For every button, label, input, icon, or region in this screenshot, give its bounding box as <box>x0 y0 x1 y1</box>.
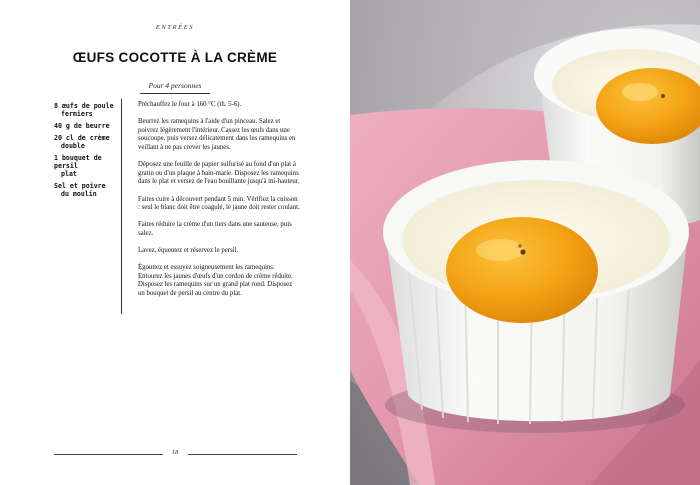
step-paragraph: Lavez, équeutez et réservez le persil. <box>138 247 239 255</box>
servings-label: Pour 4 personnes <box>148 81 202 90</box>
ingredient-line-cont: du moulin <box>61 190 97 198</box>
ingredient-line: Sel et poivre <box>54 182 106 190</box>
ingredient-line-cont: double <box>61 142 85 150</box>
ingredient-line-cont: plat <box>61 170 77 178</box>
recipe-title: ŒUFS COCOTTE À LA CRÈME <box>72 50 278 65</box>
footer-rule-right <box>188 454 297 455</box>
ingredient-line-cont: fermiers <box>61 110 93 118</box>
front-ramekin <box>383 160 689 433</box>
method-steps <box>138 101 300 307</box>
ingredient-item <box>54 134 118 150</box>
step-paragraph: Égouttez et essuyez soigneusement les ramequins. Entourez les jaunes d'œufs d'un cordon de crème réduite. Disposez les ramequins sur un grand plat rond. Disposez un bouquet de persil au centre du plat. <box>138 264 293 298</box>
page-number: 18 <box>171 449 179 456</box>
footer-rule-left <box>54 454 163 455</box>
eggs-cocotte-photo <box>350 0 700 485</box>
step-paragraph: Faites réduire la crème d'un tiers dans une sauteuse, puis salez. <box>138 221 292 237</box>
step-paragraph: Déposez une feuille de papier sulfurisé au fond d'un plat à gratin ou d'un plaque à bain-marie. Disposez les ramequins dans le plat et versez de l'eau bouillante jusqu'à mi-hauteur. <box>138 161 300 186</box>
step-paragraph: Faites cuire à découvert pendant 5 min. Vérifiez la cuisson : seul le blanc doit être coagulé, le jaune doit rester coulant. <box>138 195 300 212</box>
ingredient-line: 8 œufs de poule <box>54 102 114 110</box>
servings-divider <box>140 93 210 94</box>
ingredient-line: 40 g de beurre <box>54 122 110 130</box>
ingredient-item <box>54 122 118 130</box>
column-divider <box>121 99 122 314</box>
step-paragraph: Beurrez les ramequins à l'aide d'un pinceau. Salez et poivrez légèrement l'intérieur. Cassez les œufs dans une soucoupe, puis versez délicatement dans les ramequins en veillant à ne pas crever les jaunes. <box>138 118 296 151</box>
section-header: ENTRÉES <box>155 24 195 31</box>
step-paragraph: Préchauffez le four à 160 °C (th. 5-6). <box>138 101 242 108</box>
ingredient-item <box>54 102 118 118</box>
ingredients-list <box>54 102 118 202</box>
ingredient-line: 1 bouquet de persil <box>54 154 102 170</box>
ingredient-item <box>54 154 118 178</box>
ingredient-item <box>54 182 118 198</box>
ingredient-line: 20 cl de crème <box>54 134 110 142</box>
recipe-photo <box>350 0 700 485</box>
